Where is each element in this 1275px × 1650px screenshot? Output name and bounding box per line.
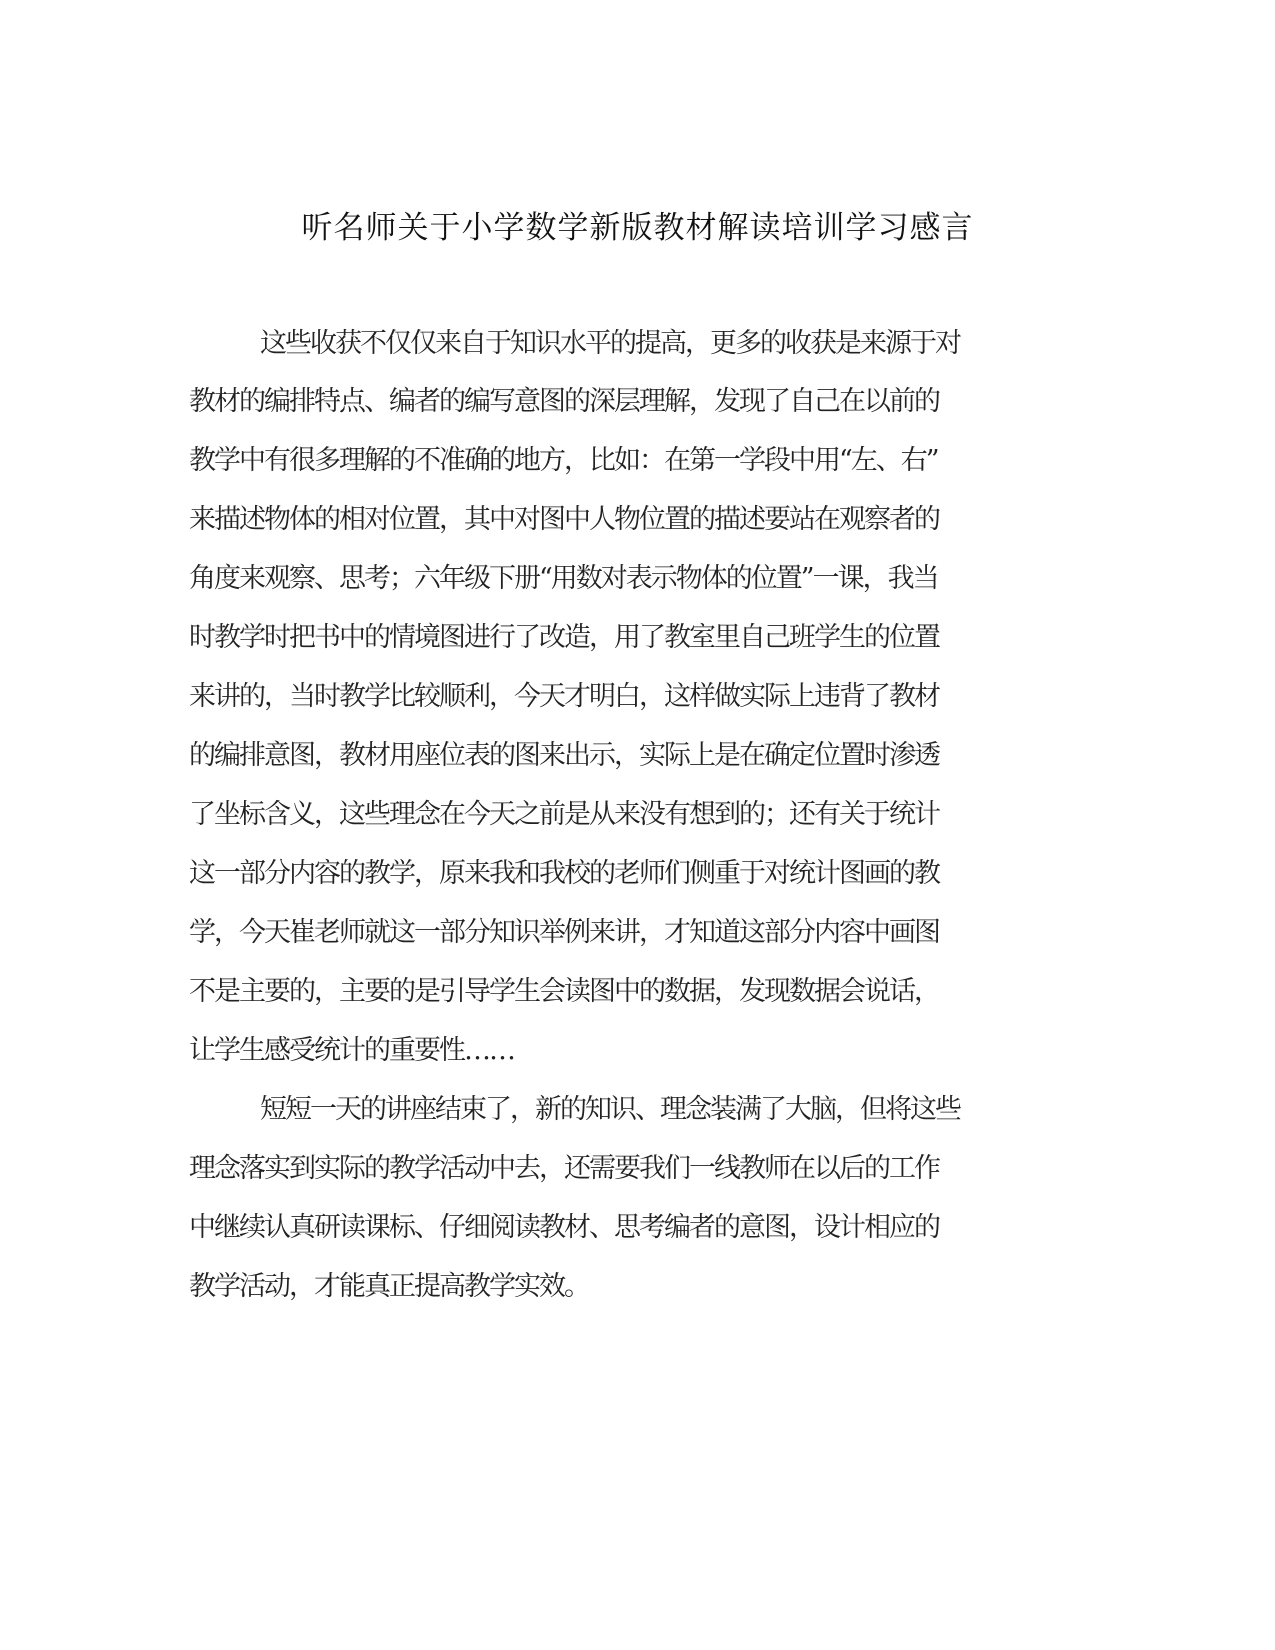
paragraph-line: 时教学时把书中的情境图进行了改造，用了教室里自己班学生的位置 bbox=[189, 622, 939, 653]
paragraph-line: 让学生感受统计的重要性…… bbox=[189, 1035, 514, 1066]
document-title: 听名师关于小学数学新版教材解读培训学习感言 bbox=[301, 210, 974, 246]
paragraph-line: 角度来观察、思考；六年级下册“用数对表示物体的位置”一课，我当 bbox=[189, 563, 938, 594]
paragraph-line: 教材的编排特点、编者的编写意图的深层理解，发现了自己在以前的 bbox=[189, 386, 939, 417]
paragraph-line: 了坐标含义，这些理念在今天之前是从来没有想到的；还有关于统计 bbox=[189, 799, 939, 830]
paragraph-line: 这一部分内容的教学，原来我和我校的老师们侧重于对统计图画的教 bbox=[189, 858, 939, 889]
paragraph-line: 短短一天的讲座结束了，新的知识、理念装满了大脑，但将这些 bbox=[260, 1094, 960, 1125]
paragraph-line: 的编排意图，教材用座位表的图来出示，实际上是在确定位置时渗透 bbox=[189, 740, 939, 771]
paragraph-line: 中继续认真研读课标、仔细阅读教材、思考编者的意图，设计相应的 bbox=[189, 1212, 939, 1243]
paragraph-line: 教学中有很多理解的不准确的地方，比如：在第一学段中用“左、右” bbox=[189, 445, 938, 476]
paragraph-line: 不是主要的，主要的是引导学生会读图中的数据，发现数据会说话， bbox=[189, 976, 939, 1007]
paragraph-line: 来描述物体的相对位置，其中对图中人物位置的描述要站在观察者的 bbox=[189, 504, 939, 535]
paragraph-line: 理念落实到实际的教学活动中去，还需要我们一线教师在以后的工作 bbox=[189, 1153, 939, 1184]
paragraph-line: 学，今天崔老师就这一部分知识举例来讲，才知道这部分内容中画图 bbox=[189, 917, 939, 948]
paragraph-line: 教学活动，才能真正提高教学实效。 bbox=[189, 1271, 589, 1302]
paragraph-line: 来讲的，当时教学比较顺利，今天才明白，这样做实际上违背了教材 bbox=[189, 681, 939, 712]
paragraph-line: 这些收获不仅仅来自于知识水平的提高，更多的收获是来源于对 bbox=[260, 328, 960, 359]
